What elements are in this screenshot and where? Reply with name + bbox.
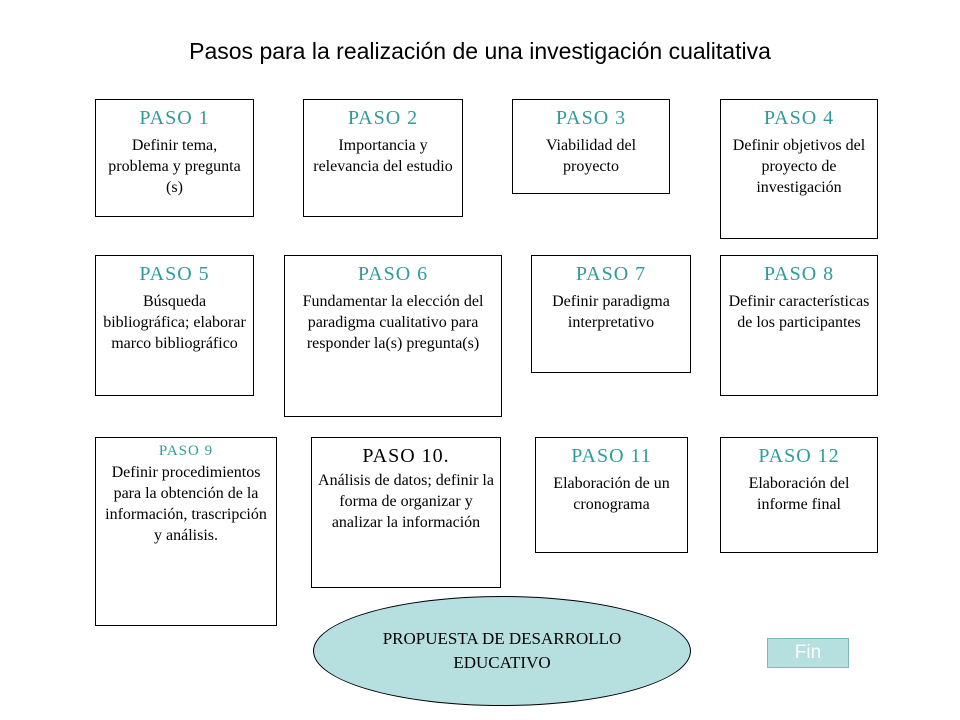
step-4-title: PASO 4	[763, 107, 835, 129]
step-7-title: PASO 7	[575, 263, 647, 285]
step-5-title: PASO 5	[139, 263, 210, 285]
step-11-title: PASO 11	[571, 445, 652, 467]
step-11-box	[535, 437, 688, 553]
step-1-box	[95, 99, 254, 217]
step-1-title: PASO 1	[139, 107, 210, 129]
step-6-title: PASO 6	[357, 263, 429, 285]
step-8-title: PASO 8	[763, 263, 835, 285]
step-5-box	[95, 255, 254, 396]
step-5-desc: Búsqueda bibliográfica; elaborar marco bibliográfico	[103, 293, 246, 352]
step-12-title: PASO 12	[758, 445, 840, 467]
step-12-box	[720, 437, 878, 553]
step-6-box	[284, 255, 502, 417]
step-7-desc: Definir paradigma interpretativo	[552, 293, 670, 331]
fin-button[interactable]: Fin	[767, 638, 849, 668]
step-3-title: PASO 3	[555, 107, 627, 129]
step-2-desc: Importancia y relevancia del estudio	[313, 137, 453, 175]
page-title: Pasos para la realización de una investigación cualitativa	[189, 38, 771, 64]
step-3-desc: Viabilidad del proyecto	[545, 137, 637, 175]
step-6-desc: Fundamentar la elección del paradigma cualitativo para responder la(s) pregunta(s)	[302, 293, 484, 352]
step-8-desc: Definir características de los participantes	[728, 293, 870, 331]
step-1-desc: Definir tema, problema y pregunta (s)	[108, 137, 241, 196]
step-9-box	[95, 437, 277, 626]
step-4-desc: Definir objetivos del proyecto de investigación	[732, 137, 866, 196]
step-8-box	[720, 255, 878, 396]
step-11-desc: Elaboración de un cronograma	[553, 475, 670, 513]
step-2-title: PASO 2	[347, 107, 419, 129]
step-9-desc: Definir procedimientos para la obtención de la información, trascripción y análisis.	[105, 464, 267, 544]
step-10-desc: Análisis de datos; definir la forma de organizar y analizar la información	[318, 472, 494, 531]
step-12-desc: Elaboración del informe final	[748, 475, 850, 513]
proposal-label: PROPUESTA DE DESARROLLO EDUCATIVO	[382, 629, 622, 672]
step-2-box	[303, 99, 463, 217]
step-9-title: PASO 9	[158, 443, 214, 459]
proposal-ellipse	[313, 596, 691, 706]
step-4-box	[720, 99, 878, 239]
step-10-title: PASO 10.	[362, 445, 450, 467]
step-3-box	[512, 99, 670, 194]
step-7-box	[531, 255, 691, 373]
step-10-box	[311, 437, 501, 588]
